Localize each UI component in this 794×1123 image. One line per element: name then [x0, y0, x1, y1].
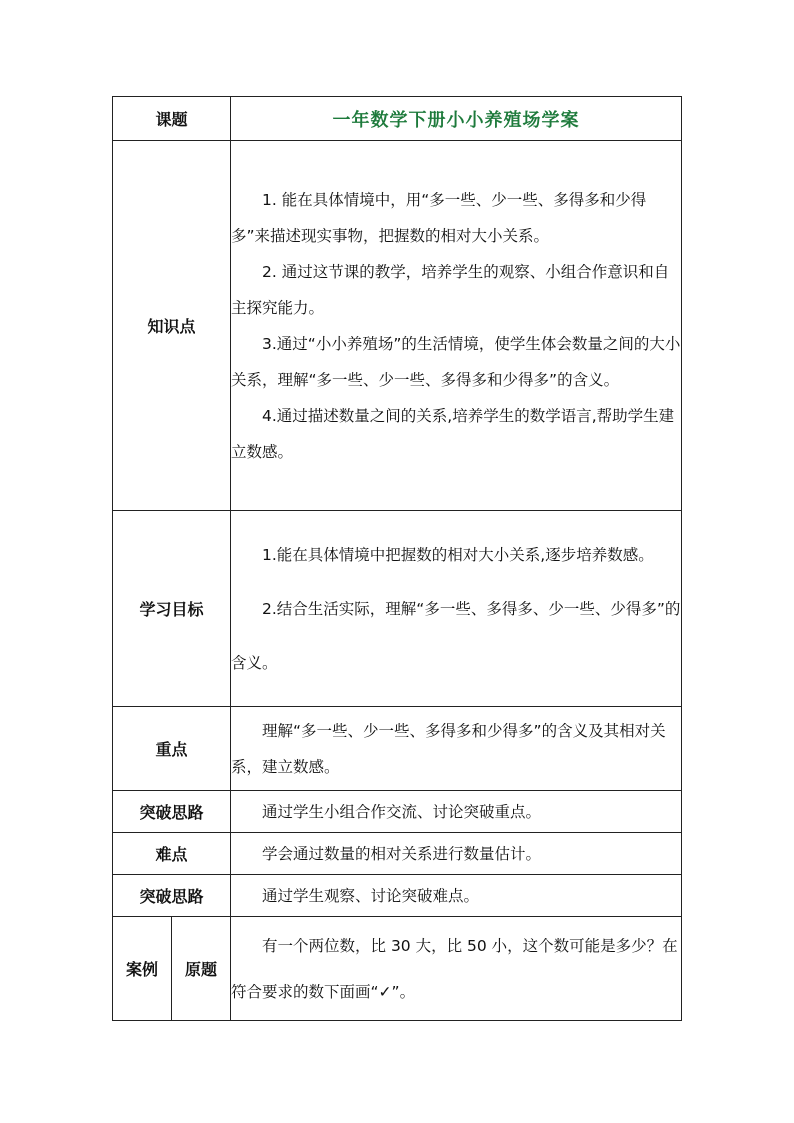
paragraph: 通过学生观察、讨论突破难点。	[262, 886, 480, 905]
row-label: 突破思路	[113, 791, 231, 833]
table-row	[113, 875, 682, 917]
paragraph: 有一个两位数，比 30 大，比 50 小，这个数可能是多少？在符合要求的数下面画“✓”。	[231, 936, 678, 1001]
knowledge-points-cell	[231, 141, 682, 511]
row-label: 突破思路	[113, 875, 231, 917]
table-row	[113, 97, 682, 141]
table-row	[113, 141, 682, 511]
paragraph: 2.结合生活实际，理解“多一些、多得多、少一些、少得多”的含义。	[231, 599, 681, 672]
row-label: 学习目标	[113, 511, 231, 707]
row-label: 重点	[113, 707, 231, 791]
difficulty-cell	[231, 833, 682, 875]
paragraph: 理解“多一些、少一些、多得多和少得多”的含义及其相对关系，建立数感。	[231, 721, 666, 776]
row-sublabel: 原题	[172, 917, 231, 1021]
row-label: 课题	[113, 97, 231, 141]
paragraph: 4.通过描述数量之间的关系,培养学生的数学语言,帮助学生建立数感。	[231, 406, 675, 461]
paragraph: 2. 通过这节课的教学，培养学生的观察、小组合作意识和自主探究能力。	[231, 262, 670, 317]
table-row	[113, 707, 682, 791]
row-label: 案例	[113, 917, 172, 1021]
lesson-plan-table	[112, 96, 682, 1021]
paragraph: 1. 能在具体情境中，用“多一些、少一些、多得多和少得多”来描述现实事物，把握数的相对大小关系。	[231, 190, 647, 245]
page-title: 一年数学下册小小养殖场学案	[231, 97, 682, 141]
paragraph: 学会通过数量的相对关系进行数量估计。	[262, 844, 542, 863]
paragraph: 3.通过“小小养殖场”的生活情境，使学生体会数量之间的大小关系，理解“多一些、少一些、多得多和少得多”的含义。	[231, 334, 681, 389]
learning-goals-cell	[231, 511, 682, 707]
key-point-cell	[231, 707, 682, 791]
approach-cell	[231, 791, 682, 833]
approach-cell	[231, 875, 682, 917]
row-label: 难点	[113, 833, 231, 875]
row-label: 知识点	[113, 141, 231, 511]
paragraph: 1.能在具体情境中把握数的相对大小关系,逐步培养数感。	[262, 545, 654, 564]
table-row	[113, 791, 682, 833]
table-row	[113, 917, 682, 1021]
table-row	[113, 833, 682, 875]
table-row	[113, 511, 682, 707]
case-cell	[231, 917, 682, 1021]
paragraph: 通过学生小组合作交流、讨论突破重点。	[262, 802, 542, 821]
